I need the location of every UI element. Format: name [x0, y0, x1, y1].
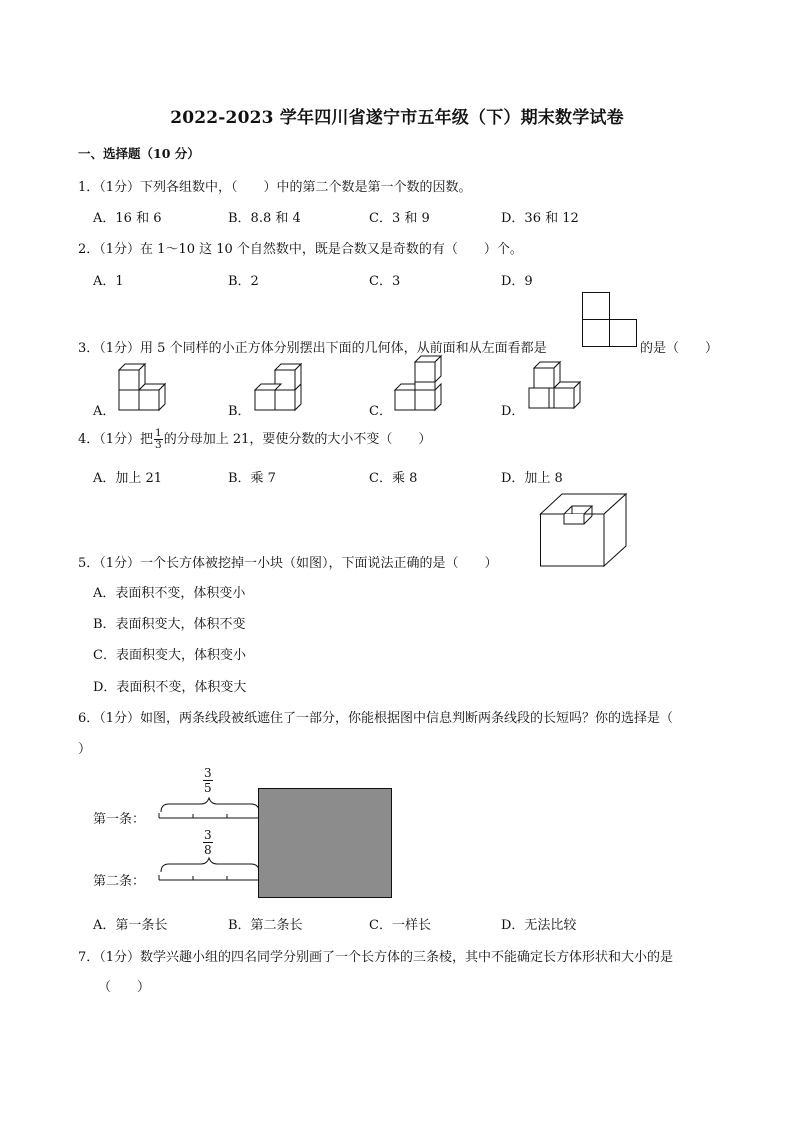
- question-3-text-before: 3．（1分）用 5 个同样的小正方体分别摆出下面的几何体，从前面和从左面看都是: [78, 341, 547, 356]
- q5-option-c[interactable]: C．表面积变大，体积变小: [93, 648, 246, 663]
- question-7-text-end: （ ）: [98, 980, 151, 995]
- question-5-text: 5．（1分）一个长方体被挖掉一小块（如图），下面说法正确的是（ ）: [78, 556, 498, 571]
- question-2-text: 2．（1分）在 1～10 这 10 个自然数中，既是合数又是奇数的有（ ）个。: [78, 242, 523, 257]
- segment-1-fraction-numerator: 3: [204, 766, 212, 780]
- segment-1-fraction-denominator: 5: [204, 781, 212, 795]
- q6-option-c[interactable]: C．一样长: [369, 918, 431, 933]
- section-heading: 一、选择题（10 分）: [78, 146, 200, 161]
- q1-option-a[interactable]: A．16 和 6: [93, 211, 162, 226]
- q1-option-b[interactable]: B．8.8 和 4: [228, 211, 301, 226]
- cube-figure-d: [524, 356, 584, 414]
- q5-option-a[interactable]: A．表面积不变，体积变小: [93, 586, 246, 601]
- q4-option-a[interactable]: A．加上 21: [93, 471, 163, 486]
- cuboid-figure: [540, 492, 630, 568]
- q4-text-before: 4．（1分）把: [78, 432, 154, 447]
- question-1-text: 1．（1分）下列各组数中，（ ）中的第二个数是第一个数的因数。: [78, 180, 472, 195]
- view-shape-figure: [582, 292, 638, 348]
- question-4-text: [78, 428, 431, 451]
- q2-option-b[interactable]: B．2: [228, 274, 259, 289]
- q3-option-c[interactable]: C．: [369, 404, 392, 419]
- cube-figure-a: [114, 358, 174, 412]
- page-title: 2022-2023 学年四川省遂宁市五年级（下）期末数学试卷: [170, 108, 624, 128]
- segment-figure: [155, 798, 265, 888]
- cube-figure-b: [250, 358, 310, 412]
- q2-option-d[interactable]: D．9: [501, 274, 533, 289]
- segment-2-fraction-denominator: 8: [204, 843, 212, 857]
- q1-option-d[interactable]: D．36 和 12: [501, 211, 579, 226]
- question-6-text: 6．（1分）如图，两条线段被纸遮住了一部分，你能根据图中信息判断两条线段的长短吗？你的选择是（: [78, 711, 674, 726]
- segment-1-fraction: [203, 766, 213, 795]
- segment-2-fraction-numerator: 3: [204, 828, 212, 842]
- segment-2-label: 第二条：: [93, 874, 146, 889]
- q6-option-b[interactable]: B．第二条长: [228, 918, 303, 933]
- q3-option-d[interactable]: D．: [501, 404, 525, 419]
- q1-option-c[interactable]: C．3 和 9: [369, 211, 430, 226]
- q5-option-b[interactable]: B．表面积变大，体积不变: [93, 617, 246, 632]
- q4-fraction: [154, 428, 163, 451]
- q4-fraction-denominator: 3: [155, 439, 162, 451]
- q6-option-a[interactable]: A．第一条长: [93, 918, 168, 933]
- cube-figure-c: [390, 354, 450, 414]
- q4-fraction-numerator: 1: [155, 427, 162, 439]
- question-6-text-end: ）: [78, 742, 92, 757]
- q3-option-a[interactable]: A．: [93, 404, 116, 419]
- question-3-text-after: 的是（ ）: [640, 341, 719, 356]
- q2-option-c[interactable]: C．3: [369, 274, 401, 289]
- q5-option-d[interactable]: D．表面积不变，体积变大: [93, 680, 247, 695]
- q2-option-a[interactable]: A．1: [93, 274, 124, 289]
- q4-option-d[interactable]: D．加上 8: [501, 471, 563, 486]
- segment-1-label: 第一条：: [93, 812, 146, 827]
- q6-option-d[interactable]: D．无法比较: [501, 918, 577, 933]
- q4-option-c[interactable]: C．乘 8: [369, 471, 418, 486]
- question-7-text: 7．（1分）数学兴趣小组的四名同学分别画了一个长方体的三条棱，其中不能确定长方体形状和大小的是: [78, 950, 674, 965]
- q3-option-b[interactable]: B．: [228, 404, 251, 419]
- q4-text-after: 的分母加上 21，要使分数的大小不变（ ）: [163, 432, 432, 447]
- cover-paper: [258, 788, 392, 898]
- q4-option-b[interactable]: B．乘 7: [228, 471, 276, 486]
